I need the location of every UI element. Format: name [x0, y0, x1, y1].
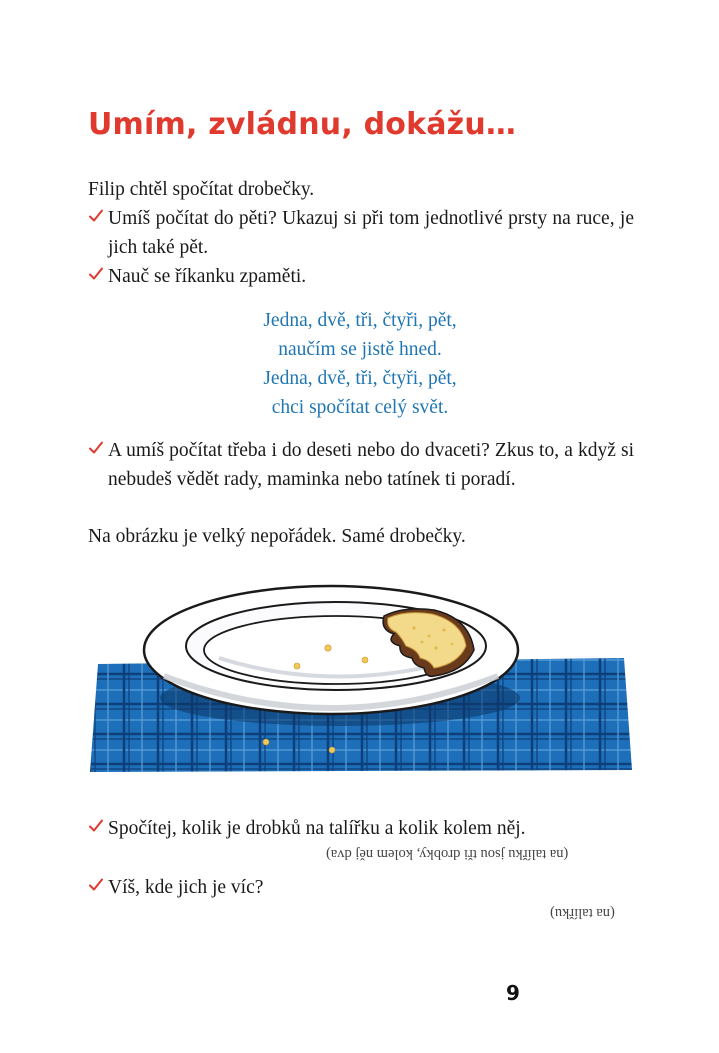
checkmark-icon [88, 266, 104, 282]
poem [0, 306, 719, 422]
question-text: Spočítej, kolik je drobků na talířku a kolik kolem něj. [108, 818, 526, 839]
checkmark-icon [88, 877, 104, 893]
answer-upside-down: (na talířku) [550, 905, 615, 921]
checkmark-icon [88, 208, 104, 224]
list-item-text: Umíš počítat do pěti? Ukazuj si při tom jednotlivé prsty na ruce, je jich také pět. [108, 208, 634, 258]
intro-text: Filip chtěl spočítat drobečky. [88, 179, 315, 200]
list-item [108, 436, 634, 494]
checkmark-icon [88, 440, 104, 456]
poem-line: Jedna, dvě, tři, čtyři, pět, [263, 368, 457, 389]
page-number: 9 [506, 981, 520, 1005]
list-item-text: A umíš počítat třeba i do deseti nebo do dvaceti? Zkus to, a když si nebudeš vědět rady, maminka nebo tatínek ti poradí. [108, 440, 634, 490]
question-text: Víš, kde jich je víc? [108, 877, 264, 898]
checkmark-icon [88, 818, 104, 834]
poem-line: chci spočítat celý svět. [271, 397, 449, 418]
picture-caption: Na obrázku je velký nepořádek. Samé drobečky. [88, 526, 466, 547]
page-title: Umím, zvládnu, dokážu… [88, 107, 517, 142]
list-item-text: Nauč se říkanku zpaměti. [108, 266, 307, 287]
plate-illustration [84, 580, 636, 776]
poem-line: Jedna, dvě, tři, čtyři, pět, [263, 310, 457, 331]
answer-upside-down: (na talířku jsou tři drobky, kolem něj dva) [326, 846, 569, 862]
list-item [108, 204, 634, 262]
poem-line: naučím se jistě hned. [278, 339, 442, 360]
